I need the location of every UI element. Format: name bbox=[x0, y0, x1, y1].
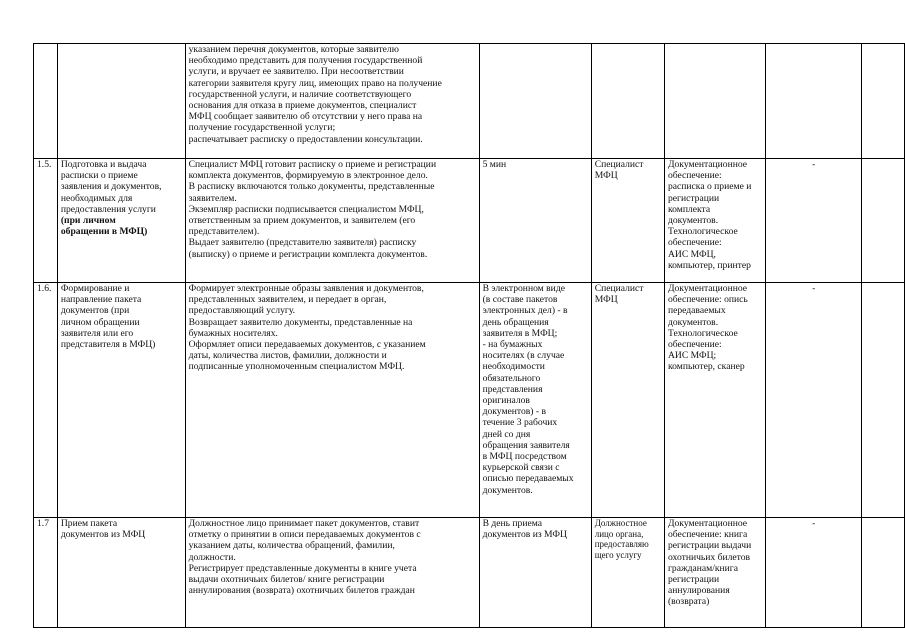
step-resources-line: обеспечение: bbox=[667, 237, 722, 249]
step-resources-line: документов. bbox=[667, 316, 719, 328]
step-number: 1.7 bbox=[34, 518, 58, 628]
step-resources-line: регистрации bbox=[667, 574, 720, 586]
step-time-line: В день приема bbox=[482, 518, 543, 529]
step-time-line: 5 мин bbox=[482, 159, 507, 170]
step-content-line: указанием даты, количества обращений, фамилии, bbox=[188, 540, 395, 552]
table-row bbox=[34, 159, 905, 283]
empty-cell bbox=[862, 518, 905, 628]
step-content-line: ответственным за прием документов, и заявителем (его bbox=[188, 215, 416, 227]
step-resources-line: охотничьих билетов bbox=[667, 551, 751, 563]
step-resources-line: регистрации bbox=[667, 192, 720, 204]
step-resources-line: расписка о приеме и bbox=[667, 181, 752, 193]
step-resources-line: документов. bbox=[667, 215, 719, 227]
table-row bbox=[34, 518, 905, 628]
step-content-line: получение государственной услуги; bbox=[188, 122, 336, 134]
step-name-line: заявителя или его bbox=[60, 327, 134, 339]
step-time-line: в МФЦ посредством bbox=[482, 451, 567, 463]
step-content-line: распечатывает расписку о предоставлении консультации. bbox=[188, 133, 423, 145]
step-name bbox=[57, 283, 185, 518]
step-content-line: отметку о принятии в описи передаваемых документов с bbox=[188, 529, 421, 541]
step-name-line: личном обращении bbox=[60, 316, 140, 328]
step-time bbox=[479, 159, 591, 283]
step-content-line: услуги, и вручает ее заявителю. При несоответствии bbox=[188, 66, 404, 78]
step-executor-line: лицо органа, bbox=[594, 528, 644, 539]
step-name bbox=[57, 44, 185, 159]
step-time-line: носителях (в случае bbox=[482, 350, 565, 362]
step-content-line: Оформляет описи передаваемых документов, с указанием bbox=[188, 339, 426, 351]
step-result-form: - bbox=[766, 159, 862, 283]
step-name-line: предоставления услуги bbox=[60, 203, 156, 215]
step-resources-line: комплекта bbox=[667, 203, 711, 215]
step-time-line: документов из МФЦ bbox=[482, 529, 567, 541]
step-content bbox=[185, 159, 479, 283]
step-time bbox=[479, 518, 591, 628]
step-time-line: В электронном виде bbox=[482, 283, 565, 294]
step-name-line: представителя в МФЦ) bbox=[60, 339, 156, 351]
step-result-form bbox=[766, 44, 862, 159]
step-time-line: течение 3 рабочих bbox=[482, 417, 558, 429]
step-time-line: (в составе пакетов bbox=[482, 294, 558, 306]
step-resources-line: обеспечение: bbox=[667, 339, 722, 351]
step-resources-line: обеспечение: bbox=[667, 170, 722, 182]
step-content-line: Экземпляр расписки подписывается специалистом МФЦ, bbox=[188, 203, 424, 215]
step-resources-line: обеспечение: книга bbox=[667, 529, 748, 541]
step-executor-line: Специалист bbox=[594, 283, 644, 294]
step-name-line: направление пакета bbox=[60, 294, 142, 306]
step-time bbox=[479, 44, 591, 159]
step-content-line: аннулирования (возврата) охотничьих билетов граждан bbox=[188, 585, 415, 597]
step-content-line: предоставляющий услугу. bbox=[188, 305, 296, 317]
step-resources-line: гражданам/книга bbox=[667, 562, 738, 574]
step-content-line: указанием перечня документов, которые заявителю bbox=[188, 44, 399, 55]
step-resources bbox=[664, 159, 765, 283]
step-number: 1.5. bbox=[34, 159, 58, 283]
step-content-line: Регистрирует представленные документы в книге учета bbox=[188, 562, 417, 574]
step-time-line: день обращения bbox=[482, 316, 549, 328]
step-time-line: документов. bbox=[482, 484, 533, 496]
step-number bbox=[34, 44, 58, 159]
step-time-line: обязательного bbox=[482, 372, 541, 384]
step-resources-line: Технологическое bbox=[667, 226, 738, 238]
step-name-bold-line: (при личном bbox=[60, 215, 116, 227]
step-resources-line: обеспечение: опись bbox=[667, 294, 748, 306]
step-resources-line: компьютер, принтер bbox=[667, 259, 751, 271]
step-executor bbox=[591, 159, 664, 283]
step-time-line: необходимости bbox=[482, 361, 545, 373]
step-content-line: представителем). bbox=[188, 226, 260, 238]
step-name bbox=[57, 159, 185, 283]
step-number: 1.6. bbox=[34, 283, 58, 518]
empty-cell bbox=[862, 159, 905, 283]
step-content bbox=[185, 283, 479, 518]
table-row bbox=[34, 44, 905, 159]
step-name-line: необходимых для bbox=[60, 192, 133, 204]
table-row bbox=[34, 283, 905, 518]
step-executor-line: щего услугу bbox=[594, 549, 642, 560]
step-name-bold-line: обращении в МФЦ) bbox=[60, 226, 148, 238]
step-executor-line: МФЦ bbox=[594, 294, 618, 306]
step-name bbox=[57, 518, 185, 628]
step-name-line: документов из МФЦ bbox=[60, 529, 146, 541]
step-time-line: документов) - в bbox=[482, 406, 547, 418]
step-time-line: курьерской связи с bbox=[482, 462, 560, 474]
step-resources-line: регистрации выдачи bbox=[667, 540, 752, 552]
step-executor-line: Должностное bbox=[594, 518, 647, 528]
empty-cell bbox=[862, 283, 905, 518]
step-content-line: необходимо представить для получения государственной bbox=[188, 55, 423, 67]
step-content-line: МФЦ сообщает заявителю об отсутствии у него права на bbox=[188, 111, 423, 123]
step-name-line: Подготовка и выдача bbox=[60, 159, 147, 170]
step-content-line: бумажных носителях. bbox=[188, 327, 278, 339]
step-executor-line: предоставляю bbox=[594, 539, 649, 550]
step-resources bbox=[664, 44, 765, 159]
step-name-line: Формирование и bbox=[60, 283, 130, 294]
procedure-table bbox=[33, 43, 905, 628]
empty-cell bbox=[862, 44, 905, 159]
step-content-line: комплекта документов, формируемую в электронное дело. bbox=[188, 170, 428, 182]
step-name-line: заявления и документов, bbox=[60, 181, 162, 193]
step-time-line: заявителя в МФЦ; bbox=[482, 327, 558, 339]
step-result-form: - bbox=[766, 283, 862, 518]
step-resources-line: (возврата) bbox=[667, 596, 710, 608]
step-content-line: Возвращает заявителю документы, представленные на bbox=[188, 316, 413, 328]
step-content-line: должности. bbox=[188, 551, 236, 563]
step-content bbox=[185, 518, 479, 628]
step-name-line: Прием пакета bbox=[60, 518, 118, 529]
step-resources-line: Технологическое bbox=[667, 327, 738, 339]
step-content-line: основания для отказа в приеме документов, специалист bbox=[188, 100, 417, 112]
step-resources-line: АИС МФЦ; bbox=[667, 350, 717, 362]
step-content-line: заявителем. bbox=[188, 192, 237, 204]
step-executor-line: МФЦ bbox=[594, 170, 618, 182]
step-resources-line: АИС МФЦ, bbox=[667, 248, 716, 260]
step-time-line: дней со дня bbox=[482, 428, 531, 440]
step-content-line: Формирует электронные образы заявления и документов, bbox=[188, 283, 424, 294]
step-content-line: В расписку включаются только документы, представленные bbox=[188, 181, 435, 193]
step-resources-line: Документационное bbox=[667, 283, 748, 294]
step-content-line: государственной услуги, и наличие соответствующего bbox=[188, 88, 412, 100]
step-content-line: Должностное лицо принимает пакет документов, ставит bbox=[188, 518, 420, 529]
step-content-line: (выписку) о приеме и регистрации комплекта документов. bbox=[188, 248, 428, 260]
step-time-line: электронных дел) - в bbox=[482, 305, 568, 317]
step-content-line: категории заявителя кругу лиц, имеющих право на получение bbox=[188, 77, 442, 89]
step-name-line: документов (при bbox=[60, 305, 130, 317]
step-resources-line: Документационное bbox=[667, 159, 748, 170]
step-time-line: оригиналов bbox=[482, 395, 530, 407]
step-executor bbox=[591, 283, 664, 518]
step-time-line: описью передаваемых bbox=[482, 473, 574, 485]
step-resources bbox=[664, 518, 765, 628]
step-resources-line: аннулирования bbox=[667, 585, 730, 597]
step-result-form: - bbox=[766, 518, 862, 628]
step-content-line: выдачи охотничьих билетов/ книге регистрации bbox=[188, 574, 385, 586]
step-name-line: расписки о приеме bbox=[60, 170, 138, 182]
step-content bbox=[185, 44, 479, 159]
step-content-line: представленных заявителем, и передает в орган, bbox=[188, 294, 387, 306]
step-time bbox=[479, 283, 591, 518]
step-content-line: даты, количества листов, фамилии, должности и bbox=[188, 350, 387, 362]
step-resources-line: Документационное bbox=[667, 518, 748, 529]
step-time-line: - на бумажных bbox=[482, 339, 543, 351]
step-content-line: Специалист МФЦ готовит расписку о приеме и регистрации bbox=[188, 159, 437, 170]
step-content-line: Выдает заявителю (представителю заявителя) расписку bbox=[188, 237, 417, 249]
step-content-line: подписанные уполномоченным специалистом МФЦ. bbox=[188, 361, 405, 373]
step-executor bbox=[591, 44, 664, 159]
step-executor bbox=[591, 518, 664, 628]
step-time-line: представления bbox=[482, 383, 543, 395]
step-resources-line: компьютер, сканер bbox=[667, 361, 745, 373]
step-resources bbox=[664, 283, 765, 518]
step-executor-line: Специалист bbox=[594, 159, 644, 170]
step-time-line: обращения заявителя bbox=[482, 439, 570, 451]
step-resources-line: передаваемых bbox=[667, 305, 726, 317]
